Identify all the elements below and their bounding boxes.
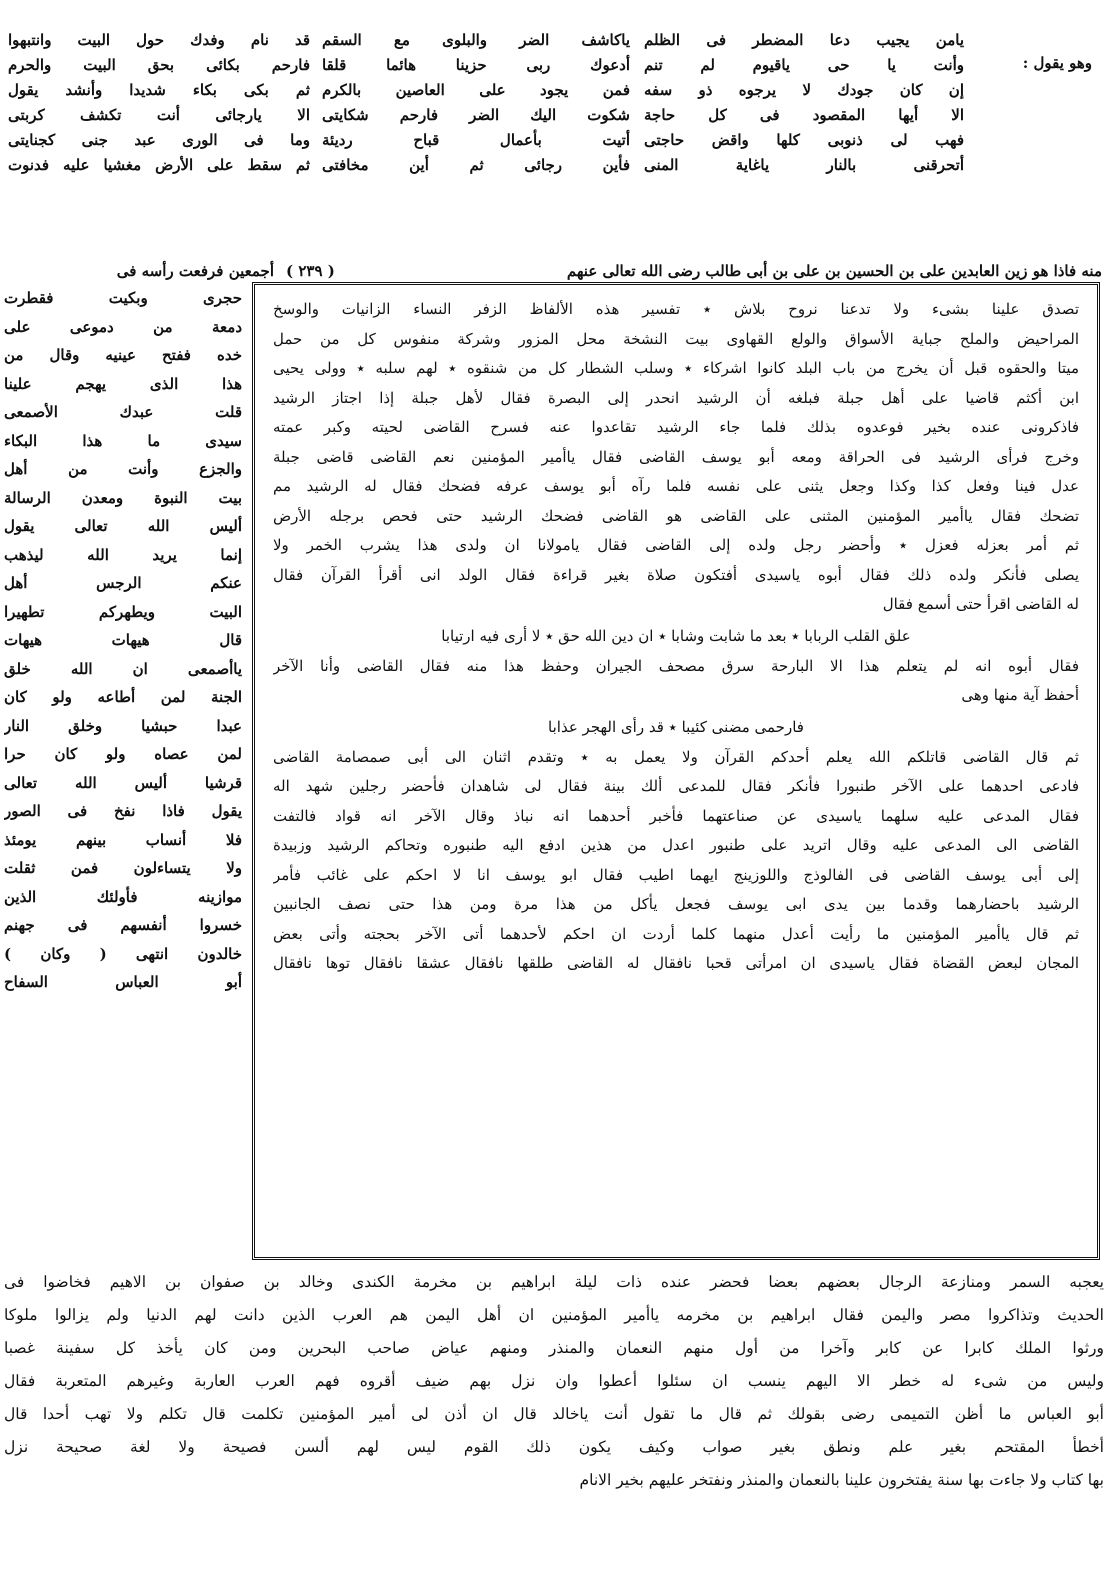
story-line: فقال أبوه انه لم يتعلم هذا الا البارحة سرق مصحف الجيران وحفظ هذا منه فقال القاضى وأنا الآخر <box>273 656 1079 675</box>
story-line: وخرج فرأى الرشيد فى الحراقة ومعه أبو يوسف القاضى فقال ياأمير المؤمنين نعم القاضى قاضى جبلة <box>273 447 1079 466</box>
poem-line: ثم سقط على الأرض مغشيا عليه فدنوت <box>8 156 310 174</box>
side-line: أبو العباس السفاح <box>4 973 242 991</box>
side-line: يقول فاذا نفخ فى الصور <box>4 802 242 820</box>
side-line: خده ففتح عينيه وقال من <box>4 346 242 364</box>
side-line: عنكم الرجس أهل <box>4 574 242 592</box>
story-line: عدل فينا وفعل كذا وكذا وجعل يثنى على نفسه فلما رآه أبو يوسف عرفه فضحك فقال له الرشيد مم <box>273 477 1079 495</box>
poem-column-3 <box>8 28 310 178</box>
poem-line: فهب لى ذنوبى كلها واقض حاجتى <box>644 131 964 149</box>
poem-line: فأين رجائى ثم أين مخافتى <box>322 156 630 174</box>
side-line: لمن عصاه ولو كان حرا <box>4 745 242 763</box>
poem-column-1 <box>644 28 964 178</box>
body-line: بها كتاب ولا جاءت بها سنة يفتخرون علينا بالنعمان والمنذر ونفتخر عليهم بخير الانام <box>579 1471 1104 1489</box>
side-line: والجزع وأنت من أهل <box>4 460 242 478</box>
story-line: ثم قال ياأمير المؤمنين ما رأيت أعدل منهما كلما أردت ان احكم لأحدهما أتى الآخر بحجته وأتى بعض <box>273 924 1079 943</box>
poem-line: الا أيها المقصود فى كل حاجة <box>644 106 964 124</box>
poem-line: ثم بكى بكاء شديدا وأنشد يقول <box>8 81 310 99</box>
story-line: الرشيد باحضارهما وقدما بين يدى ابى يوسف فجعل يأكل من هذا مرة ومن هذا حتى نصف الجانبين <box>273 895 1079 913</box>
story-line: يصلى فأنكر ولده ذلك فقال أبوه ياسيدى أفتكون صلاة بغير قراءة فقال الولد انى أقرأ القرآن فقال <box>273 565 1079 584</box>
poem-line: ياكاشف الضر والبلوى مع السقم <box>322 31 630 49</box>
poem-line: وأنت يا حى ياقيوم لم تنم <box>644 56 964 74</box>
poem-line: فمن يجود على العاصين بالكرم <box>322 81 630 99</box>
page-number: ( ٢٣٩ ) <box>286 262 335 280</box>
story-line: فادعى احدهما على الآخر طنبورا فأنكر فقال للمدعى ألك بينة فقال لى شاهدان فأحضر رجلين شهد اله <box>273 777 1079 795</box>
side-line: قرشيا أليس الله تعالى <box>4 773 242 792</box>
side-line: خالدون انتهى ( وكان ) <box>4 944 242 963</box>
side-line: ولا يتساءلون فمن ثقلت <box>4 859 242 877</box>
body-line: الحديث وتذاكروا مصر واليمن فقال ابراهيم بن مخرمه ياأمير المؤمنين ان أهل اليمن هم العرب الذين دانت لهم الدنيا ولم يزالوا ملوكا <box>4 1306 1104 1324</box>
story-line: ميتا والحقوه قبل أن يخرج من باب البلد كانوا اشركاء ٭ وسلب الشطار كل من شنقوه ٭ لهم سلبه ٭ وولى يحيى <box>273 359 1079 377</box>
story-line: المجان لبعض القضاة فقال ياسيدى ان امرأتى قحبا نافقال له القاضى طلقها نافقال عشقا نافقال توها نافقال <box>273 954 1079 972</box>
story-line: ابن أكثم قاضيا على أهل جبلة فبلغه أن الرشيد انحدر إلى البصرة فقال لأهل جبلة إذا اجتاز الرشيد <box>273 388 1079 407</box>
side-line: خسروا أنفسهم فى جهنم <box>4 916 242 934</box>
poem-line: فارحم بكائى بحق البيت والحرم <box>8 56 310 74</box>
verse-line: علق القلب الربابا ٭ بعد ما شابت وشابا ٭ ان دين الله حق ٭ لا أرى فيه ارتيابا <box>441 626 911 645</box>
story-line: ثم قال القاضى قاتلكم الله يعلم أحدكم القرآن ولا يعمل به ٭ وتقدم اثنان الى أبى صمصامة القاضى <box>273 747 1079 766</box>
poem-line: إن كان جودك لا يرجوه ذو سفه <box>644 81 964 99</box>
boxed-story <box>252 282 1100 1260</box>
side-line: إنما يريد الله ليذهب <box>4 545 242 564</box>
side-line: عبدا حبشيا وخلق النار <box>4 716 242 735</box>
poem-line: أتحرقنى بالنار ياغاية المنى <box>644 156 964 174</box>
side-line: دمعة من دموعى على <box>4 317 242 336</box>
header-text: منه فاذا هو زين العابدين على بن الحسين بن على بن أبى طالب رضى الله تعالى عنهم <box>566 262 1102 280</box>
intro-label: وهو يقول : <box>1022 54 1092 72</box>
side-line: الجنة لمن أطاعه ولو كان <box>4 688 242 706</box>
side-line: فلا أنساب بينهم يومئذ <box>4 830 242 849</box>
body-line: يعجبه السمر ومنازعة الرجال بعضهم بعضا فحضر عنده ذات ليلة ابراهيم بن مخرمة الكندى وخالد بن صفوان بن الاهيم فخاضوا فى <box>4 1273 1104 1291</box>
top-poem-section <box>4 28 1104 258</box>
story-line: المراحيض والملح جباية الأسواق والولع القهاوى بيت النشخة محل المزور وشركة منفوس كل من حمل <box>273 329 1079 348</box>
story-line: فقال المدعى عليه سلهما ياسيدى عن صناعتهما فأخبر أحدهما انه نباذ وقال الآخر انه قواد فالتفت <box>273 806 1079 825</box>
poem-line: أدعوك ربى حزينا هائما قلقا <box>322 56 630 74</box>
header-line <box>4 258 1104 284</box>
story-line: أحفظ آية منها وهى <box>961 686 1079 704</box>
side-line: أليس الله تعالى يقول <box>4 517 242 535</box>
story-line: تضحك فقال ياأمير المؤمنين المثنى على القاضى هو القاضى فضحك الرشيد حتى فحص برجله الأرض <box>273 506 1079 525</box>
body-line: أخطأ المقتحم بغير علم ونطق بغير صواب وكيف يكون ذلك القوم ليس لهم ألسن فصيحة ولا لغة صحيحة نزل <box>4 1438 1104 1456</box>
story-line: له القاضى اقرأ حتى أسمع فقال <box>882 595 1079 613</box>
poem-column-2 <box>322 28 630 178</box>
poem-line: قد نام وفدك حول البيت وانتبهوا <box>8 31 310 49</box>
side-line: قلت عبدك الأصمعى <box>4 403 242 421</box>
story-line: القاضى الى المدعى عليه وقال اتريد على طنبور اعدل من هذين ادفع اليه طنبوره وتحاكم الرشيد وزبيدة <box>273 836 1079 854</box>
poem-line: الا يارجائى أنت تكشف كربتى <box>8 106 310 124</box>
side-line: ياأصمعى ان الله خلق <box>4 659 242 678</box>
body-line: أبو العباس ما أظن التميمى رضى بقولك ثم قال ما تقول أنت ياخالد قال ان أذن لى أمير المؤمنين تكلمت قال تكلم ولا تهب أحدا قال <box>4 1405 1104 1423</box>
story-line: إلى أبى يوسف القاضى فى الفالوذج واللوزينج ايهما اطيب فقال ابو يوسف انا لا احكم على غائب فأمر <box>273 865 1079 884</box>
side-line: حجرى وبكيت فقطرت <box>4 289 242 307</box>
bottom-text-block <box>4 1266 1104 1566</box>
story-line: فاذكرونى عنده بخير فوعدوه بذلك فلما جاء الرشيد تقاعدوا عنه فسرح القاضى لحيته وكبر عمته <box>273 418 1079 436</box>
poem-line: وما فى الورى عبد جنى كجنايتى <box>8 131 310 149</box>
verse-line: فارحمى مضنى كئيبا ٭ قد رأى الهجر عذابا <box>548 717 804 736</box>
side-column <box>4 284 242 1264</box>
side-line: قال هيهات هيهات <box>4 631 242 649</box>
side-column-first-line: أجمعين فرفعت رأسه فى <box>116 262 274 280</box>
poem-line: يامن يجيب دعا المضطر فى الظلم <box>644 31 964 49</box>
side-line: بيت النبوة ومعدن الرسالة <box>4 488 242 507</box>
body-line: ورثوا الملك كابرا عن كابر وآخرا من أول منهم النعمان والمنذر ومنهم عياض صاحب البحرين ومن كان يأخذ كل سفينة غصبا <box>4 1339 1104 1357</box>
poem-line: أتيت بأعمال قباح رديئة <box>322 131 630 149</box>
body-line: وليس من شىء له خطر الا اليهم ينسب ان سئلوا أعطوا وان نزل بهم ضيف أقروه فهم العرب العاربة وغيرهم المتعربة فقال <box>4 1372 1104 1390</box>
side-line: موازينه فأولئك الذين <box>4 887 242 906</box>
story-line: تصدق علينا بشىء ولا تدعنا نروح بلاش ٭ تفسير هذه الألفاظ الزفر النساء الزانيات والوسخ <box>273 300 1079 318</box>
poem-line: شكوت اليك الضر فارحم شكايتى <box>322 106 630 124</box>
story-line: ثم أمر بعزله فعزل ٭ وأحضر رجل ولده إلى القاضى فقال يامولانا ان ولدى هذا يشرب الخمر ولا <box>273 536 1079 554</box>
side-line: البيت ويطهركم تطهيرا <box>4 602 242 621</box>
side-line: هذا الذى يهجم علينا <box>4 374 242 393</box>
side-line: سيدى ما هذا البكاء <box>4 431 242 450</box>
